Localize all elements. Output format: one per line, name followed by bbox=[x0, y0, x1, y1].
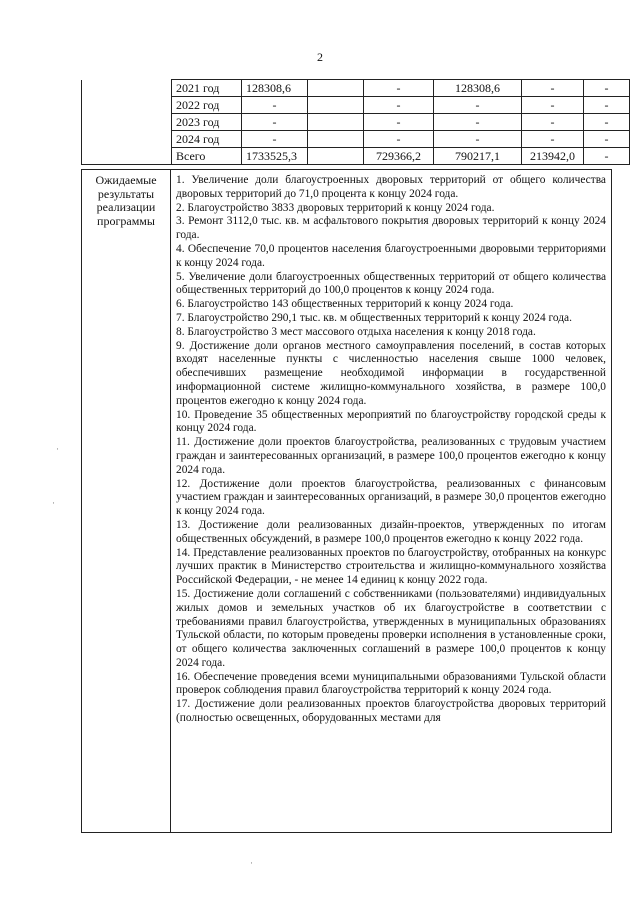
value-cell: - bbox=[434, 131, 522, 148]
value-cell: - bbox=[242, 114, 308, 131]
year-cell: Всего bbox=[172, 148, 242, 165]
result-item: 2. Благоустройство 3833 дворовых территорий к концу 2024 года. bbox=[176, 201, 495, 214]
page-number: 2 bbox=[317, 50, 323, 64]
value-cell: - bbox=[242, 131, 308, 148]
results-table bbox=[81, 169, 612, 833]
value-cell bbox=[308, 131, 364, 148]
value-cell: - bbox=[584, 80, 630, 97]
value-cell: 128308,6 bbox=[434, 80, 522, 97]
scan-mark: · bbox=[56, 444, 59, 454]
value-cell bbox=[308, 114, 364, 131]
result-item: 14. Представление реализованных проектов по благоустройству, отобранных на конкурс лучших практик в Министерство строительства и жилищно-коммунального хозяйства Российской Федерации, - не менее 14 единиц к концу 2022 года. bbox=[176, 546, 606, 587]
value-cell: - bbox=[434, 97, 522, 114]
value-cell bbox=[308, 148, 364, 165]
result-item: 10. Проведение 35 общественных мероприятий по благоустройству городской среды к концу 2024 года. bbox=[176, 408, 606, 435]
table-row bbox=[82, 114, 630, 131]
value-cell: - bbox=[522, 97, 584, 114]
result-item: 12. Достижение доли проектов благоустройства, реализованных с финансовым участием граждан и заинтересованных организаций, в размере 30,0 процентов ежегодно к концу 2024 года. bbox=[176, 477, 606, 518]
value-cell: 790217,1 bbox=[434, 148, 522, 165]
value-cell: 1733525,3 bbox=[242, 148, 308, 165]
scan-mark: · bbox=[250, 858, 253, 868]
year-cell: 2024 год bbox=[172, 131, 242, 148]
value-cell bbox=[308, 97, 364, 114]
results-label: Ожидаемые результаты реализации программы bbox=[82, 170, 171, 833]
result-item: 17. Достижение доли реализованных проектов благоустройства дворовых территорий (полностью освещенных, оборудованных местами для bbox=[176, 698, 606, 725]
value-cell: - bbox=[522, 131, 584, 148]
value-cell: - bbox=[584, 131, 630, 148]
scan-mark: · bbox=[52, 498, 55, 508]
value-cell: - bbox=[364, 80, 434, 97]
table-row bbox=[82, 97, 630, 114]
result-item: 15. Достижение доли соглашений с собственниками (пользователями) индивидуальных жилых домов и земельных участков об их благоустройстве в соответствии с требованиями правил благоустройства, утвержденных в муниципальных образованиях Тульской области, по которым проведены проверки исполнения в установленные сроки, от общего количества заключенных соглашений в размере 100,0 процентов к концу 2024 года. bbox=[176, 587, 606, 669]
result-item: 16. Обеспечение проведения всеми муниципальными образованиями Тульской области проверок соблюдения правил благоустройства территорий к концу 2024 года. bbox=[176, 670, 606, 697]
funding-table bbox=[81, 79, 630, 165]
year-cell: 2023 год bbox=[172, 114, 242, 131]
result-item: 7. Благоустройство 290,1 тыс. кв. м общественных территорий к концу 2024 года. bbox=[176, 311, 572, 324]
value-cell: - bbox=[522, 80, 584, 97]
year-cell: 2021 год bbox=[172, 80, 242, 97]
result-item: 9. Достижение доли органов местного самоуправления поселений, в состав которых входят населенные пункты с численностью населения свыше 1000 человек, обеспечивших размещение необходимой информации в государственной информационной системе жилищно-коммунального хозяйства, в размере 100,0 процентов ежегодно к концу 2024 года. bbox=[176, 339, 606, 407]
results-list bbox=[171, 170, 612, 833]
result-item: 13. Достижение доли реализованных дизайн-проектов, утвержденных по итогам общественных обсуждений, в размере 100,0 процентов ежегодно к концу 2022 года. bbox=[176, 518, 606, 545]
value-cell: - bbox=[242, 97, 308, 114]
value-cell: 128308,6 bbox=[242, 80, 308, 97]
value-cell: 213942,0 bbox=[522, 148, 584, 165]
value-cell: - bbox=[522, 114, 584, 131]
result-item: 5. Увеличение доли благоустроенных общественных территорий от общего количества общественных территорий до 100,0 процентов к концу 2024 года. bbox=[176, 270, 606, 297]
result-item: 1. Увеличение доли благоустроенных дворовых территорий от общего количества дворовых территорий до 71,0 процента к концу 2024 года. bbox=[176, 174, 606, 200]
table-row bbox=[82, 131, 630, 148]
value-cell: 729366,2 bbox=[364, 148, 434, 165]
value-cell: - bbox=[364, 114, 434, 131]
value-cell: - bbox=[584, 114, 630, 131]
result-item: 4. Обеспечение 70,0 процентов населения благоустроенными дворовыми территориями к концу 2024 года. bbox=[176, 242, 606, 269]
value-cell: - bbox=[434, 114, 522, 131]
result-item: 11. Достижение доли проектов благоустройства, реализованных с трудовым участием граждан и заинтересованных организаций, в размере 100,0 процентов ежегодно к концу 2024 года. bbox=[176, 436, 606, 476]
result-item: 8. Благоустройство 3 мест массового отдыха населения к концу 2018 года. bbox=[176, 325, 536, 338]
table-row-total bbox=[82, 148, 630, 165]
value-cell: - bbox=[364, 97, 434, 114]
table-row bbox=[82, 80, 630, 97]
value-cell bbox=[308, 80, 364, 97]
result-item: 6. Благоустройство 143 общественных территорий к концу 2024 года. bbox=[176, 298, 514, 311]
result-item: 3. Ремонт 3112,0 тыс. кв. м асфальтового покрытия дворовых территорий к концу 2024 года. bbox=[176, 215, 606, 242]
year-cell: 2022 год bbox=[172, 97, 242, 114]
value-cell: - bbox=[364, 131, 434, 148]
value-cell: - bbox=[584, 148, 630, 165]
value-cell: - bbox=[584, 97, 630, 114]
